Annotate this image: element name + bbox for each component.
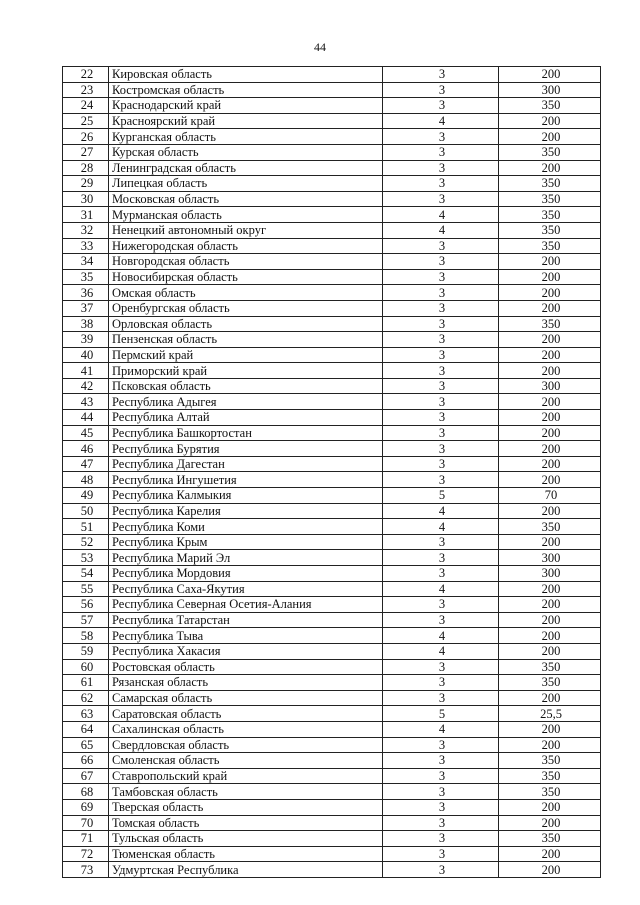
column-4-cell: 200	[499, 799, 601, 815]
table-row	[63, 82, 601, 98]
table-row	[63, 456, 601, 472]
column-4-cell: 200	[499, 394, 601, 410]
region-name-cell: Самарская область	[109, 690, 383, 706]
column-4-cell: 200	[499, 581, 601, 597]
table-row	[63, 643, 601, 659]
column-3-cell: 4	[383, 519, 499, 535]
region-name-cell: Ненецкий автономный округ	[109, 222, 383, 238]
table-row	[63, 675, 601, 691]
row-number-cell: 32	[63, 222, 109, 238]
column-4-cell: 350	[499, 207, 601, 223]
table-row	[63, 144, 601, 160]
column-4-cell: 200	[499, 846, 601, 862]
column-4-cell: 300	[499, 566, 601, 582]
row-number-cell: 61	[63, 675, 109, 691]
table-row	[63, 862, 601, 878]
column-4-cell: 350	[499, 144, 601, 160]
column-3-cell: 3	[383, 98, 499, 114]
region-name-cell: Республика Мордовия	[109, 566, 383, 582]
region-name-cell: Саратовская область	[109, 706, 383, 722]
column-4-cell: 300	[499, 378, 601, 394]
table-row	[63, 488, 601, 504]
table-row	[63, 316, 601, 332]
column-3-cell: 3	[383, 160, 499, 176]
column-4-cell: 200	[499, 67, 601, 83]
region-name-cell: Орловская область	[109, 316, 383, 332]
table-row	[63, 441, 601, 457]
row-number-cell: 34	[63, 254, 109, 270]
row-number-cell: 28	[63, 160, 109, 176]
column-3-cell: 3	[383, 566, 499, 582]
column-3-cell: 3	[383, 534, 499, 550]
column-3-cell: 4	[383, 581, 499, 597]
table-row	[63, 472, 601, 488]
row-number-cell: 65	[63, 737, 109, 753]
row-number-cell: 41	[63, 363, 109, 379]
row-number-cell: 45	[63, 425, 109, 441]
column-4-cell: 200	[499, 425, 601, 441]
table-row	[63, 815, 601, 831]
region-name-cell: Омская область	[109, 285, 383, 301]
table-row	[63, 67, 601, 83]
region-name-cell: Республика Карелия	[109, 503, 383, 519]
row-number-cell: 48	[63, 472, 109, 488]
column-4-cell: 200	[499, 643, 601, 659]
region-name-cell: Республика Хакасия	[109, 643, 383, 659]
column-4-cell: 350	[499, 176, 601, 192]
table-row	[63, 98, 601, 114]
region-name-cell: Республика Северная Осетия-Алания	[109, 597, 383, 613]
row-number-cell: 27	[63, 144, 109, 160]
row-number-cell: 25	[63, 113, 109, 129]
row-number-cell: 44	[63, 410, 109, 426]
table-row	[63, 347, 601, 363]
column-4-cell: 200	[499, 300, 601, 316]
column-3-cell: 3	[383, 332, 499, 348]
column-3-cell: 3	[383, 737, 499, 753]
row-number-cell: 37	[63, 300, 109, 316]
column-3-cell: 3	[383, 690, 499, 706]
column-3-cell: 3	[383, 82, 499, 98]
column-4-cell: 350	[499, 316, 601, 332]
column-4-cell: 350	[499, 675, 601, 691]
table-row	[63, 410, 601, 426]
page-number: 44	[314, 40, 326, 54]
table-row	[63, 768, 601, 784]
region-name-cell: Республика Адыгея	[109, 394, 383, 410]
row-number-cell: 66	[63, 753, 109, 769]
column-3-cell: 3	[383, 862, 499, 878]
region-name-cell: Московская область	[109, 191, 383, 207]
row-number-cell: 29	[63, 176, 109, 192]
column-3-cell: 3	[383, 300, 499, 316]
table-row	[63, 238, 601, 254]
row-number-cell: 53	[63, 550, 109, 566]
row-number-cell: 58	[63, 628, 109, 644]
column-4-cell: 200	[499, 721, 601, 737]
column-3-cell: 3	[383, 831, 499, 847]
row-number-cell: 35	[63, 269, 109, 285]
column-3-cell: 4	[383, 207, 499, 223]
table-row	[63, 737, 601, 753]
row-number-cell: 59	[63, 643, 109, 659]
row-number-cell: 56	[63, 597, 109, 613]
column-3-cell: 4	[383, 113, 499, 129]
region-name-cell: Красноярский край	[109, 113, 383, 129]
column-3-cell: 4	[383, 503, 499, 519]
region-name-cell: Томская область	[109, 815, 383, 831]
regions-table	[62, 66, 601, 878]
column-4-cell: 25,5	[499, 706, 601, 722]
table-row	[63, 300, 601, 316]
column-4-cell: 200	[499, 410, 601, 426]
region-name-cell: Курганская область	[109, 129, 383, 145]
column-3-cell: 4	[383, 721, 499, 737]
row-number-cell: 42	[63, 378, 109, 394]
region-name-cell: Костромская область	[109, 82, 383, 98]
row-number-cell: 50	[63, 503, 109, 519]
row-number-cell: 26	[63, 129, 109, 145]
row-number-cell: 39	[63, 332, 109, 348]
region-name-cell: Пермский край	[109, 347, 383, 363]
region-name-cell: Тверская область	[109, 799, 383, 815]
column-3-cell: 3	[383, 597, 499, 613]
row-number-cell: 62	[63, 690, 109, 706]
region-name-cell: Мурманская область	[109, 207, 383, 223]
row-number-cell: 63	[63, 706, 109, 722]
row-number-cell: 60	[63, 659, 109, 675]
region-name-cell: Псковская область	[109, 378, 383, 394]
region-name-cell: Республика Калмыкия	[109, 488, 383, 504]
row-number-cell: 46	[63, 441, 109, 457]
column-3-cell: 3	[383, 659, 499, 675]
column-4-cell: 350	[499, 222, 601, 238]
table-row	[63, 363, 601, 379]
region-name-cell: Тульская область	[109, 831, 383, 847]
region-name-cell: Тюменская область	[109, 846, 383, 862]
row-number-cell: 23	[63, 82, 109, 98]
row-number-cell: 57	[63, 612, 109, 628]
table-row	[63, 799, 601, 815]
column-3-cell: 3	[383, 254, 499, 270]
region-name-cell: Республика Алтай	[109, 410, 383, 426]
column-3-cell: 3	[383, 550, 499, 566]
row-number-cell: 40	[63, 347, 109, 363]
column-3-cell: 4	[383, 643, 499, 659]
column-3-cell: 3	[383, 425, 499, 441]
region-name-cell: Свердловская область	[109, 737, 383, 753]
table-row	[63, 846, 601, 862]
column-3-cell: 3	[383, 675, 499, 691]
column-3-cell: 3	[383, 144, 499, 160]
column-4-cell: 200	[499, 332, 601, 348]
column-4-cell: 200	[499, 503, 601, 519]
column-3-cell: 4	[383, 222, 499, 238]
column-3-cell: 3	[383, 238, 499, 254]
table-row	[63, 831, 601, 847]
table-row	[63, 269, 601, 285]
table-row	[63, 628, 601, 644]
region-name-cell: Пензенская область	[109, 332, 383, 348]
table-row	[63, 721, 601, 737]
table-row	[63, 425, 601, 441]
column-3-cell: 3	[383, 753, 499, 769]
row-number-cell: 64	[63, 721, 109, 737]
table-row	[63, 254, 601, 270]
column-4-cell: 200	[499, 472, 601, 488]
column-4-cell: 350	[499, 98, 601, 114]
row-number-cell: 31	[63, 207, 109, 223]
table-row	[63, 690, 601, 706]
table-row	[63, 581, 601, 597]
region-name-cell: Удмуртская Республика	[109, 862, 383, 878]
row-number-cell: 43	[63, 394, 109, 410]
column-3-cell: 3	[383, 472, 499, 488]
column-4-cell: 200	[499, 456, 601, 472]
column-4-cell: 200	[499, 363, 601, 379]
table-row	[63, 285, 601, 301]
region-name-cell: Республика Марий Эл	[109, 550, 383, 566]
table-row	[63, 503, 601, 519]
table-row	[63, 160, 601, 176]
row-number-cell: 22	[63, 67, 109, 83]
table-row	[63, 519, 601, 535]
region-name-cell: Новгородская область	[109, 254, 383, 270]
column-3-cell: 3	[383, 441, 499, 457]
column-4-cell: 350	[499, 753, 601, 769]
table-row	[63, 222, 601, 238]
row-number-cell: 73	[63, 862, 109, 878]
column-4-cell: 350	[499, 519, 601, 535]
column-4-cell: 200	[499, 129, 601, 145]
row-number-cell: 55	[63, 581, 109, 597]
region-name-cell: Республика Крым	[109, 534, 383, 550]
region-name-cell: Республика Саха-Якутия	[109, 581, 383, 597]
column-4-cell: 200	[499, 690, 601, 706]
region-name-cell: Рязанская область	[109, 675, 383, 691]
column-4-cell: 300	[499, 550, 601, 566]
column-4-cell: 200	[499, 862, 601, 878]
column-3-cell: 3	[383, 363, 499, 379]
region-name-cell: Ростовская область	[109, 659, 383, 675]
column-3-cell: 3	[383, 285, 499, 301]
row-number-cell: 68	[63, 784, 109, 800]
table-row	[63, 566, 601, 582]
table-row	[63, 113, 601, 129]
column-3-cell: 3	[383, 176, 499, 192]
table-row	[63, 394, 601, 410]
column-4-cell: 200	[499, 815, 601, 831]
region-name-cell: Липецкая область	[109, 176, 383, 192]
column-4-cell: 300	[499, 82, 601, 98]
region-name-cell: Ставропольский край	[109, 768, 383, 784]
column-3-cell: 3	[383, 815, 499, 831]
column-3-cell: 3	[383, 784, 499, 800]
column-3-cell: 3	[383, 846, 499, 862]
column-4-cell: 350	[499, 238, 601, 254]
table-row	[63, 753, 601, 769]
column-3-cell: 5	[383, 706, 499, 722]
table-row	[63, 191, 601, 207]
row-number-cell: 70	[63, 815, 109, 831]
region-name-cell: Оренбургская область	[109, 300, 383, 316]
row-number-cell: 30	[63, 191, 109, 207]
column-3-cell: 3	[383, 378, 499, 394]
row-number-cell: 72	[63, 846, 109, 862]
table-row	[63, 534, 601, 550]
table-row	[63, 659, 601, 675]
table-row	[63, 207, 601, 223]
column-4-cell: 350	[499, 784, 601, 800]
region-name-cell: Смоленская область	[109, 753, 383, 769]
row-number-cell: 69	[63, 799, 109, 815]
table-row	[63, 550, 601, 566]
column-3-cell: 3	[383, 456, 499, 472]
table-row	[63, 612, 601, 628]
region-name-cell: Приморский край	[109, 363, 383, 379]
column-3-cell: 3	[383, 269, 499, 285]
table-row	[63, 784, 601, 800]
region-name-cell: Краснодарский край	[109, 98, 383, 114]
column-3-cell: 3	[383, 191, 499, 207]
column-3-cell: 3	[383, 67, 499, 83]
column-4-cell: 200	[499, 441, 601, 457]
table-row	[63, 378, 601, 394]
region-name-cell: Нижегородская область	[109, 238, 383, 254]
row-number-cell: 47	[63, 456, 109, 472]
column-4-cell: 350	[499, 831, 601, 847]
column-4-cell: 350	[499, 659, 601, 675]
row-number-cell: 38	[63, 316, 109, 332]
column-4-cell: 200	[499, 347, 601, 363]
column-4-cell: 350	[499, 191, 601, 207]
row-number-cell: 36	[63, 285, 109, 301]
table-row	[63, 332, 601, 348]
column-4-cell: 70	[499, 488, 601, 504]
row-number-cell: 51	[63, 519, 109, 535]
column-4-cell: 200	[499, 597, 601, 613]
column-4-cell: 350	[499, 768, 601, 784]
column-4-cell: 200	[499, 628, 601, 644]
column-4-cell: 200	[499, 737, 601, 753]
column-3-cell: 3	[383, 410, 499, 426]
column-4-cell: 200	[499, 285, 601, 301]
region-name-cell: Республика Дагестан	[109, 456, 383, 472]
region-name-cell: Новосибирская область	[109, 269, 383, 285]
row-number-cell: 52	[63, 534, 109, 550]
column-4-cell: 200	[499, 269, 601, 285]
column-4-cell: 200	[499, 160, 601, 176]
column-3-cell: 3	[383, 394, 499, 410]
row-number-cell: 24	[63, 98, 109, 114]
table-row	[63, 129, 601, 145]
column-4-cell: 200	[499, 254, 601, 270]
region-name-cell: Республика Татарстан	[109, 612, 383, 628]
region-name-cell: Республика Ингушетия	[109, 472, 383, 488]
row-number-cell: 33	[63, 238, 109, 254]
table-row	[63, 706, 601, 722]
row-number-cell: 54	[63, 566, 109, 582]
region-name-cell: Республика Бурятия	[109, 441, 383, 457]
column-3-cell: 3	[383, 768, 499, 784]
region-name-cell: Тамбовская область	[109, 784, 383, 800]
region-name-cell: Сахалинская область	[109, 721, 383, 737]
column-3-cell: 3	[383, 612, 499, 628]
row-number-cell: 71	[63, 831, 109, 847]
region-name-cell: Республика Башкортостан	[109, 425, 383, 441]
regions-table-body	[63, 67, 601, 878]
column-3-cell: 3	[383, 316, 499, 332]
region-name-cell: Республика Тыва	[109, 628, 383, 644]
region-name-cell: Ленинградская область	[109, 160, 383, 176]
table-row	[63, 597, 601, 613]
column-4-cell: 200	[499, 534, 601, 550]
row-number-cell: 67	[63, 768, 109, 784]
region-name-cell: Курская область	[109, 144, 383, 160]
column-3-cell: 3	[383, 799, 499, 815]
column-3-cell: 5	[383, 488, 499, 504]
column-4-cell: 200	[499, 612, 601, 628]
column-3-cell: 3	[383, 347, 499, 363]
row-number-cell: 49	[63, 488, 109, 504]
region-name-cell: Республика Коми	[109, 519, 383, 535]
region-name-cell: Кировская область	[109, 67, 383, 83]
column-4-cell: 200	[499, 113, 601, 129]
table-row	[63, 176, 601, 192]
column-3-cell: 3	[383, 129, 499, 145]
column-3-cell: 4	[383, 628, 499, 644]
